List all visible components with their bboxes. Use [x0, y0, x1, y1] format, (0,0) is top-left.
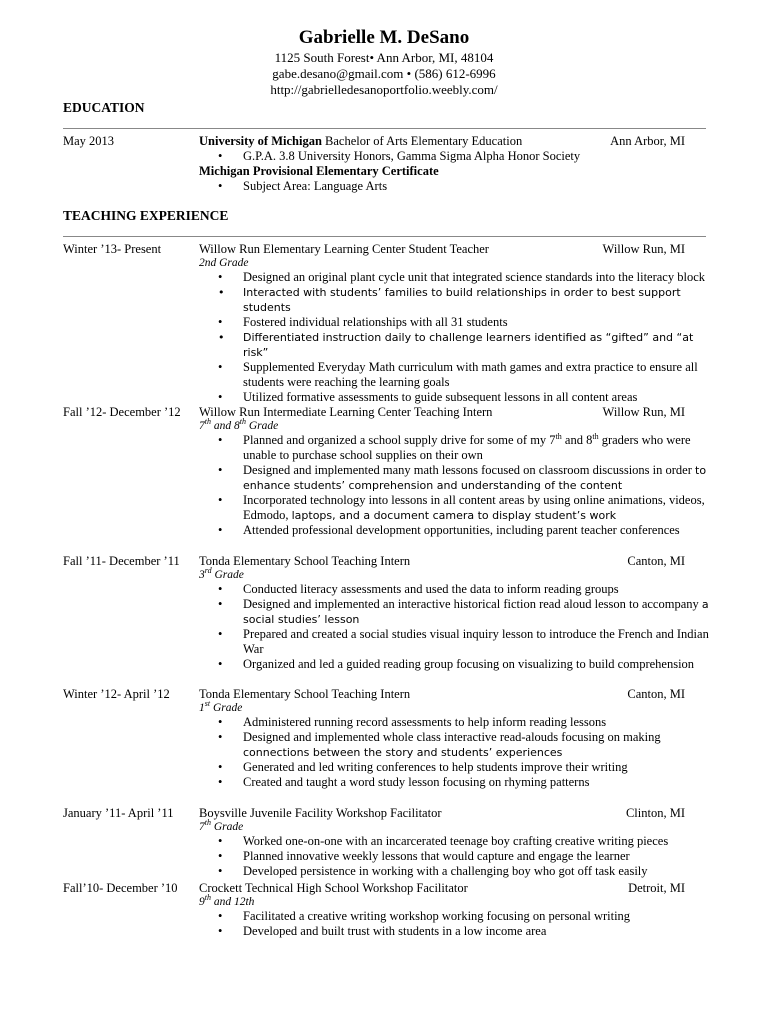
list-item: • Conducted literacy assessments and used the data to inform reading groups: [199, 582, 713, 597]
grade-level: 7th and 8th Grade: [199, 417, 279, 432]
teaching-experience-heading: TEACHING EXPERIENCE: [63, 208, 229, 223]
education-entry: [63, 134, 703, 194]
list-item: • Worked one-on-one with an incarcerated teenage boy crafting creative writing pieces: [199, 834, 713, 849]
list-item: • Created and taught a word study lesson focusing on rhyming patterns: [199, 775, 713, 790]
list-item: • Planned and organized a school supply drive for some of my 7th and 8th graders who were unable to purchase school supplies on their own: [199, 433, 713, 463]
entry-date: Fall ’12- December ’12: [63, 405, 181, 419]
entry-location: Canton, MI: [627, 554, 685, 568]
entry-date: May 2013: [63, 134, 115, 148]
entry-date: Winter ’12- April ’12: [63, 687, 170, 701]
grade-level: 7th Grade: [199, 818, 244, 833]
experience-entry: [63, 881, 703, 939]
resume-header: [0, 26, 768, 98]
email-phone: gabe.desano@gmail.com • (586) 612-6996: [272, 66, 496, 81]
degree: Bachelor of Arts Elementary Education: [321, 134, 523, 148]
entry-location: Willow Run, MI: [602, 405, 685, 419]
list-item: • Utilized formative assessments to guide subsequent lessons in all content areas: [199, 390, 713, 405]
portfolio-link[interactable]: http://gabrielledesanoportfolio.weebly.com/: [270, 82, 498, 97]
list-item: • Designed and implemented whole class interactive read-alouds focusing on making connections between the story and students’ experiences: [199, 730, 713, 760]
position-title: Boysville Juvenile Facility Workshop Facilitator: [199, 806, 442, 820]
list-item: • Differentiated instruction daily to challenge learners identified as “gifted” and “at risk”: [199, 330, 713, 360]
list-item: • G.P.A. 3.8 University Honors, Gamma Sigma Alpha Honor Society: [199, 149, 713, 164]
experience-entry: [63, 242, 703, 405]
list-item: • Attended professional development opportunities, including parent teacher conferences: [199, 523, 713, 538]
education-heading: EDUCATION: [63, 100, 145, 115]
address: 1125 South Forest• Ann Arbor, MI, 48104: [274, 50, 494, 65]
section-divider: [63, 236, 706, 237]
grade-level: 2nd Grade: [199, 257, 249, 269]
experience-entry: [63, 554, 709, 672]
entry-location: Detroit, MI: [628, 881, 685, 895]
list-item: • Incorporated technology into lessons in all content areas by using online animations, videos, Edmodo, laptops, and a document camera to display student’s work: [199, 493, 713, 523]
experience-entry: [63, 687, 703, 790]
entry-location: Willow Run, MI: [602, 242, 685, 256]
grade-level: 9th and 12th: [199, 893, 255, 908]
position-title: Willow Run Elementary Learning Center Student Teacher: [199, 242, 489, 256]
section-divider: [63, 128, 706, 129]
list-item: • Administered running record assessments to help inform reading lessons: [199, 715, 713, 730]
list-item: • Planned innovative weekly lessons that would capture and engage the learner: [199, 849, 713, 864]
list-item: • Designed an original plant cycle unit that integrated science standards into the literacy block: [199, 270, 713, 285]
entry-location: Clinton, MI: [625, 806, 685, 820]
position-title: Willow Run Intermediate Learning Center Teaching Intern: [199, 405, 493, 419]
experience-entry: [63, 405, 707, 538]
applicant-name: Gabrielle M. DeSano: [298, 27, 470, 48]
position-title: Crockett Technical High School Workshop Facilitator: [199, 881, 468, 895]
list-item: • Designed and implemented many math lessons focused on classroom discussions in order to enhance students’ comprehension and understanding of the content: [199, 463, 713, 493]
grade-level: 1st Grade: [199, 699, 243, 714]
list-item: • Fostered individual relationships with all 31 students: [199, 315, 713, 330]
experience-entry: [63, 806, 703, 879]
entry-date: Winter ’13- Present: [63, 242, 162, 256]
list-item: • Supplemented Everyday Math curriculum with math games and extra practice to ensure all students were reaching the learning goals: [199, 360, 713, 390]
entry-location: Canton, MI: [627, 687, 685, 701]
list-item: • Interacted with students’ families to build relationships in order to best support students: [199, 285, 713, 315]
list-item: • Facilitated a creative writing workshop working focusing on personal writing: [199, 909, 713, 924]
grade-level: 3rd Grade: [199, 566, 244, 581]
entry-location: Ann Arbor, MI: [610, 134, 685, 148]
entry-date: Fall ’11- December ’11: [63, 554, 180, 568]
list-item: • Developed persistence in working with a challenging boy who got off task easily: [199, 864, 713, 879]
list-item: • Subject Area: Language Arts: [199, 179, 713, 194]
entry-date: January ’11- April ’11: [63, 806, 174, 820]
entry-date: Fall’10- December ’10: [63, 881, 178, 895]
list-item: • Developed and built trust with students in a low income area: [199, 924, 713, 939]
school-name: University of Michigan: [199, 134, 322, 148]
list-item: • Prepared and created a social studies visual inquiry lesson to introduce the French and Indian War: [199, 627, 713, 657]
position-title: Tonda Elementary School Teaching Intern: [199, 554, 411, 568]
list-item: • Designed and implemented an interactive historical fiction read aloud lesson to accompany a social studies’ lesson: [199, 597, 713, 627]
certificate: Michigan Provisional Elementary Certificate: [199, 164, 439, 178]
position-title: Tonda Elementary School Teaching Intern: [199, 687, 411, 701]
list-item: • Generated and led writing conferences to help students improve their writing: [199, 760, 713, 775]
list-item: • Organized and led a guided reading group focusing on visualizing to build comprehension: [199, 657, 713, 672]
